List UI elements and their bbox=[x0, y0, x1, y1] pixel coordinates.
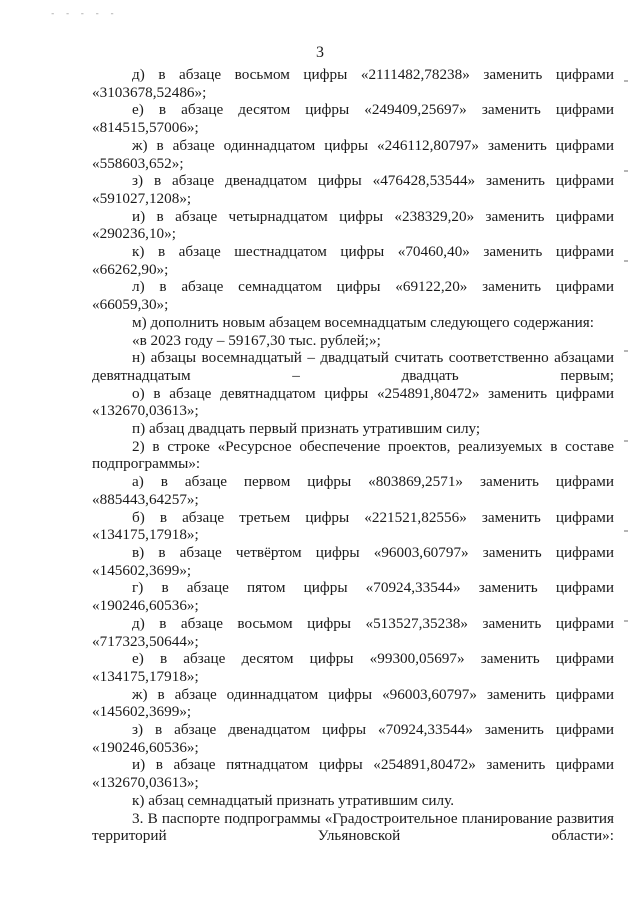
paragraph: о) в абзаце девятнадцатом цифры «254891,80472» заменить цифрами «132670,03613»; bbox=[92, 384, 614, 420]
paragraph: в) в абзаце четвёртом цифры «96003,60797» заменить цифрами «145602,3699»; bbox=[92, 543, 614, 579]
paragraph: е) в абзаце десятом цифры «99300,05697» заменить цифрами «134175,17918»; bbox=[92, 650, 614, 685]
paragraph: ж) в абзаце одиннадцатом цифры «246112,80797» заменить цифрами «558603,652»; bbox=[92, 136, 614, 172]
paragraph: п) абзац двадцать первый признать утратившим силу; bbox=[132, 420, 481, 438]
paragraph: з) в абзаце двенадцатом цифры «70924,33544» заменить цифрами «190246,60536»; bbox=[92, 721, 614, 756]
paragraph: г) в абзаце пятом цифры «70924,33544» заменить цифрами «190246,60536»; bbox=[92, 579, 614, 615]
paragraph: «в 2023 году – 59167,30 тыс. рублей;»; bbox=[132, 331, 381, 349]
paragraph: б) в абзаце третьем цифры «221521,82556» заменить цифрами «134175,17918»; bbox=[92, 508, 614, 544]
paragraph: 2) в строке «Ресурсное обеспечение проектов, реализуемых в составе подпрограммы»: bbox=[92, 437, 614, 473]
document-body bbox=[92, 66, 614, 845]
paragraph: л) в абзаце семнадцатом цифры «69122,20» заменить цифрами «66059,30»; bbox=[92, 278, 614, 314]
paragraph: и) в абзаце пятнадцатом цифры «254891,80472» заменить цифрами «132670,03613»; bbox=[92, 756, 614, 792]
scan-edge-marks bbox=[624, 80, 632, 640]
paragraph: к) абзац семнадцатый признать утратившим силу. bbox=[132, 791, 455, 809]
paragraph: м) дополнить новым абзацем восемнадцатым следующего содержания: bbox=[132, 313, 594, 331]
paragraph: а) в абзаце первом цифры «803869,2571» заменить цифрами «885443,64257»; bbox=[92, 473, 614, 508]
paragraph: к) в абзаце шестнадцатом цифры «70460,40» заменить цифрами «66262,90»; bbox=[92, 243, 614, 278]
paragraph: е) в абзаце десятом цифры «249409,25697» заменить цифрами «814515,57006»; bbox=[92, 101, 614, 137]
scan-marks: - - - - - bbox=[50, 9, 117, 19]
paragraph: д) в абзаце восьмом цифры «2111482,78238» заменить цифрами «3103678,52486»; bbox=[92, 66, 614, 101]
paragraph: н) абзацы восемнадцатый – двадцатый считать соответственно абзацами девятнадцатым – двадцать первым; bbox=[92, 349, 614, 384]
paragraph: д) в абзаце восьмом цифры «513527,35238» заменить цифрами «717323,50644»; bbox=[92, 614, 614, 650]
page-number: 3 bbox=[316, 44, 324, 61]
paragraph: и) в абзаце четырнадцатом цифры «238329,20» заменить цифрами «290236,10»; bbox=[92, 207, 614, 243]
paragraph: ж) в абзаце одиннадцатом цифры «96003,60797» заменить цифрами «145602,3699»; bbox=[92, 685, 614, 721]
paragraph: з) в абзаце двенадцатом цифры «476428,53544» заменить цифрами «591027,1208»; bbox=[92, 172, 614, 207]
paragraph: 3. В паспорте подпрограммы «Градостроительное планирование развития территорий Ульяновской области»: bbox=[92, 809, 614, 845]
